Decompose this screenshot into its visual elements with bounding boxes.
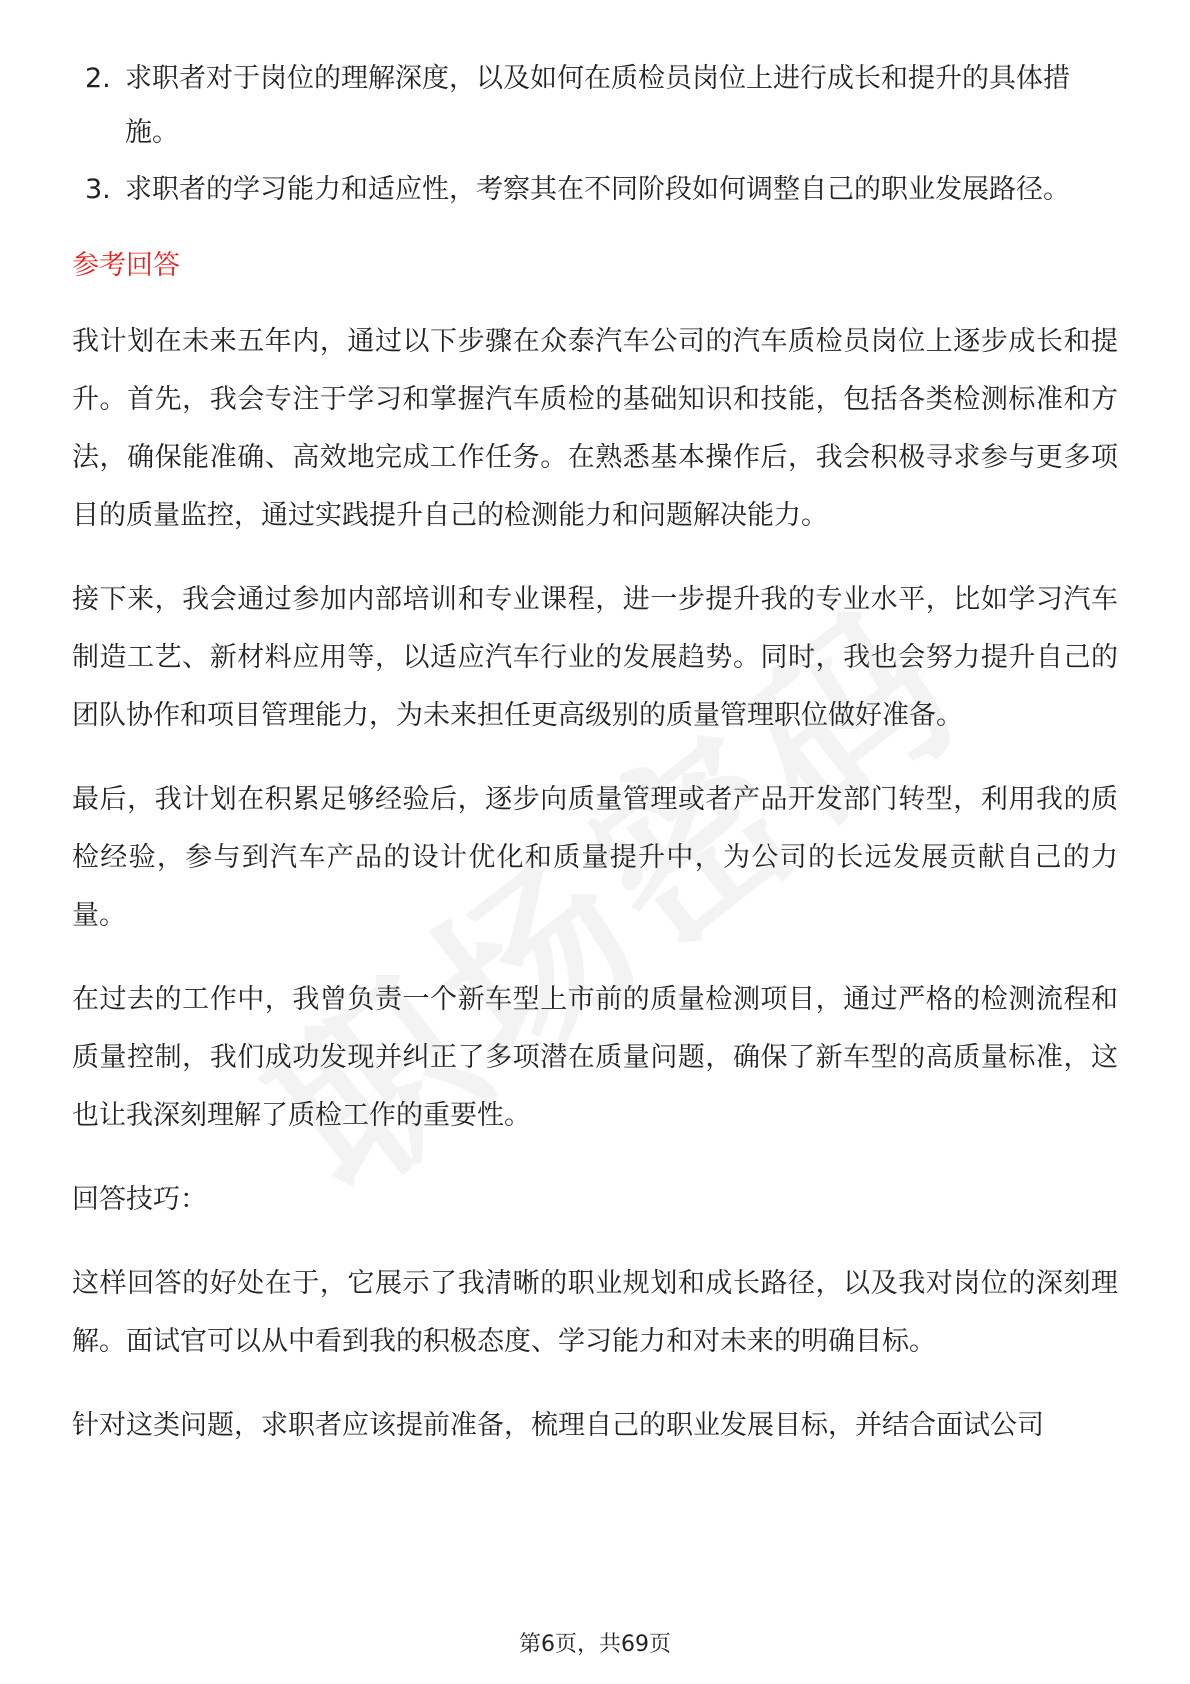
paragraph: 我计划在未来五年内，通过以下步骤在众泰汽车公司的汽车质检员岗位上逐步成长和提升。首先，我会专注于学习和掌握汽车质检的基础知识和技能，包括各类检测标准和方法，确保能准确、高效地完成工作任务。在熟悉基本操作后，我会积极寻求参与更多项目的质量监控，通过实践提升自己的检测能力和问题解决能力。 — [72, 326, 1118, 531]
list-item-number: 3. — [85, 174, 111, 205]
page-footer: 第6页，共69页 — [519, 1632, 671, 1657]
numbered-list — [72, 52, 1118, 217]
paragraph: 最后，我计划在积累足够经验后，逐步向质量管理或者产品开发部门转型，利用我的质检经验，参与到汽车产品的设计优化和质量提升中，为公司的长远发展贡献自己的力量。 — [72, 784, 1118, 931]
paragraph: 在过去的工作中，我曾负责一个新车型上市前的质量检测项目，通过严格的检测流程和质量控制，我们成功发现并纠正了多项潜在质量问题，确保了新车型的高质量标准，这也让我深刻理解了质检工作的重要性。 — [72, 984, 1118, 1131]
section-heading: 参考回答 — [72, 250, 180, 281]
list-item — [72, 163, 1118, 217]
page-content — [72, 52, 1118, 1481]
list-item-text: 求职者对于岗位的理解深度，以及如何在质检员岗位上进行成长和提升的具体措施。 — [125, 63, 1070, 148]
answer-tips-label: 回答技巧： — [72, 1184, 207, 1215]
list-item — [72, 52, 1118, 160]
paragraph: 针对这类问题，求职者应该提前准备，梳理自己的职业发展目标，并结合面试公司 — [72, 1410, 1044, 1441]
paragraph: 接下来，我会通过参加内部培训和专业课程，进一步提升我的专业水平，比如学习汽车制造工艺、新材料应用等，以适应汽车行业的发展趋势。同时，我也会努力提升自己的团队协作和项目管理能力，为未来担任更高级别的质量管理职位做好准备。 — [72, 584, 1118, 731]
list-item-number: 2. — [85, 63, 111, 94]
paragraph: 这样回答的好处在于，它展示了我清晰的职业规划和成长路径，以及我对岗位的深刻理解。面试官可以从中看到我的积极态度、学习能力和对未来的明确目标。 — [72, 1268, 1118, 1357]
list-item-text: 求职者的学习能力和适应性，考察其在不同阶段如何调整自己的职业发展路径。 — [125, 174, 1070, 205]
